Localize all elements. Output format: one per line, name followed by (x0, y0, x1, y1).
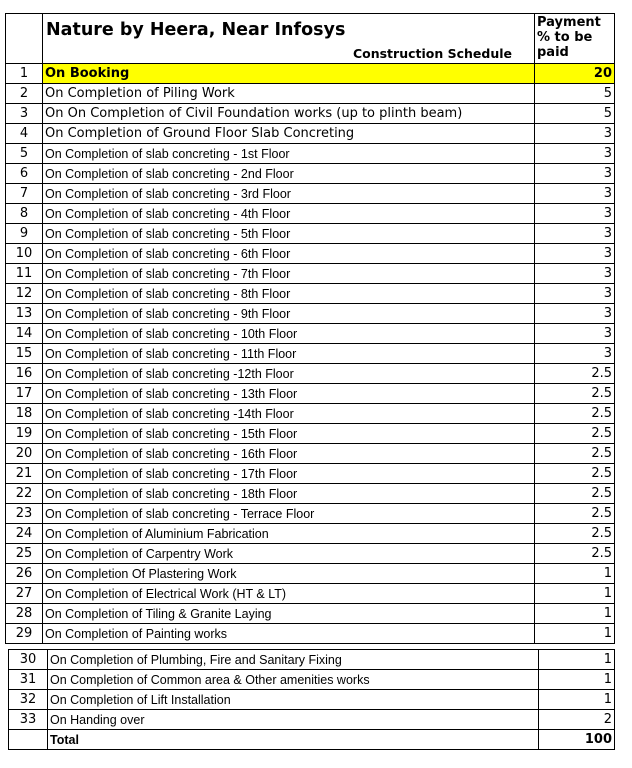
row-payment-value: 2.5 (535, 504, 615, 524)
row-description: On Completion of slab concreting - 9th Floor (43, 304, 535, 324)
row-number: 31 (9, 670, 48, 690)
row-description: On Completion of slab concreting - 3rd Floor (43, 184, 535, 204)
header-blank-cell (6, 14, 43, 64)
row-description: On Booking (43, 64, 535, 84)
row-number: 19 (6, 424, 43, 444)
row-payment-value: 2.5 (535, 524, 615, 544)
row-payment-value: 3 (535, 164, 615, 184)
row-number: 2 (6, 84, 43, 104)
row-number: 6 (6, 164, 43, 184)
row-number: 14 (6, 324, 43, 344)
schedule-table-bottom (8, 649, 615, 750)
row-payment-value: 2.5 (535, 404, 615, 424)
row-number: 4 (6, 124, 43, 144)
row-payment-value: 2.5 (535, 484, 615, 504)
row-description: On Completion of slab concreting -14th Floor (43, 404, 535, 424)
row-description: On Completion of Lift Installation (48, 690, 539, 710)
total-value: 100 (539, 730, 615, 750)
table-row (6, 624, 615, 644)
table-row (6, 284, 615, 304)
row-number: 25 (6, 544, 43, 564)
row-payment-value: 20 (535, 64, 615, 84)
row-description: On Completion of slab concreting - 2nd Floor (43, 164, 535, 184)
table-row (6, 164, 615, 184)
table-row (6, 464, 615, 484)
table-row (6, 604, 615, 624)
table-row (6, 404, 615, 424)
table-row (6, 124, 615, 144)
row-payment-value: 2.5 (535, 384, 615, 404)
row-payment-value: 3 (535, 344, 615, 364)
row-number: 17 (6, 384, 43, 404)
table-row (6, 224, 615, 244)
table-row (6, 244, 615, 264)
table-row (9, 710, 615, 730)
row-description: On Completion of slab concreting - 5th Floor (43, 224, 535, 244)
schedule-subtitle: Construction Schedule (352, 46, 512, 61)
row-payment-value: 3 (535, 224, 615, 244)
table-row (6, 324, 615, 344)
row-payment-value: 5 (535, 84, 615, 104)
header-row (6, 14, 615, 64)
table-row (9, 690, 615, 710)
row-payment-value: 3 (535, 324, 615, 344)
table-row (6, 64, 615, 84)
payment-header-cell (535, 14, 615, 64)
row-payment-value: 3 (535, 204, 615, 224)
row-payment-value: 1 (535, 604, 615, 624)
row-number: 20 (6, 444, 43, 464)
table-row (6, 104, 615, 124)
row-payment-value: 2.5 (535, 544, 615, 564)
row-payment-value: 2.5 (535, 464, 615, 484)
row-number: 10 (6, 244, 43, 264)
row-number: 23 (6, 504, 43, 524)
table-row (6, 184, 615, 204)
row-payment-value: 1 (539, 690, 615, 710)
row-payment-value: 3 (535, 264, 615, 284)
row-payment-value: 1 (535, 564, 615, 584)
row-description: On Completion of slab concreting - 6th Floor (43, 244, 535, 264)
table-row (6, 564, 615, 584)
row-payment-value: 3 (535, 304, 615, 324)
row-number: 1 (6, 64, 43, 84)
row-description: On Completion of Common area & Other amenities works (48, 670, 539, 690)
row-number: 15 (6, 344, 43, 364)
row-number: 22 (6, 484, 43, 504)
row-payment-value: 1 (535, 584, 615, 604)
row-number: 11 (6, 264, 43, 284)
row-number: 29 (6, 624, 43, 644)
row-payment-value: 5 (535, 104, 615, 124)
table-row (6, 584, 615, 604)
total-row (9, 730, 615, 750)
row-number: 13 (6, 304, 43, 324)
row-description: On Completion of slab concreting - 16th Floor (43, 444, 535, 464)
row-payment-value: 2.5 (535, 364, 615, 384)
table-row (6, 544, 615, 564)
row-description: On Completion of Tiling & Granite Laying (43, 604, 535, 624)
row-number: 18 (6, 404, 43, 424)
row-number: 30 (9, 650, 48, 670)
row-number: 3 (6, 104, 43, 124)
row-description: On Completion of slab concreting - 1st Floor (43, 144, 535, 164)
table-row (6, 304, 615, 324)
table-row (6, 444, 615, 464)
row-description: On Completion of slab concreting - 11th Floor (43, 344, 535, 364)
total-label: Total (48, 730, 539, 750)
table-row (6, 504, 615, 524)
row-description: On Completion of slab concreting - 13th Floor (43, 384, 535, 404)
table-row (6, 144, 615, 164)
row-description: On Completion of slab concreting -12th Floor (43, 364, 535, 384)
row-description: On Completion of slab concreting - 8th Floor (43, 284, 535, 304)
row-description: On Completion of Electrical Work (HT & LT) (43, 584, 535, 604)
row-payment-value: 3 (535, 184, 615, 204)
row-payment-value: 1 (535, 624, 615, 644)
row-number: 12 (6, 284, 43, 304)
row-description: On Handing over (48, 710, 539, 730)
row-number: 24 (6, 524, 43, 544)
table-row (9, 650, 615, 670)
row-payment-value: 3 (535, 124, 615, 144)
table-row (6, 384, 615, 404)
row-description: On Completion of slab concreting - 17th Floor (43, 464, 535, 484)
row-description: On Completion of slab concreting - 15th Floor (43, 424, 535, 444)
table-row (6, 344, 615, 364)
schedule-table-main (5, 13, 615, 644)
row-number: 28 (6, 604, 43, 624)
row-payment-value: 2.5 (535, 424, 615, 444)
row-description: On Completion of Carpentry Work (43, 544, 535, 564)
row-number: 7 (6, 184, 43, 204)
table-row (6, 484, 615, 504)
row-number: 16 (6, 364, 43, 384)
row-payment-value: 1 (539, 650, 615, 670)
row-description: On On Completion of Civil Foundation works (up to plinth beam) (43, 104, 535, 124)
row-description: On Completion of Painting works (43, 624, 535, 644)
row-payment-value: 3 (535, 244, 615, 264)
header-title-cell (43, 14, 535, 64)
row-description: On Completion of slab concreting - 18th Floor (43, 484, 535, 504)
row-description: On Completion of Piling Work (43, 84, 535, 104)
row-description: On Completion of Aluminium Fabrication (43, 524, 535, 544)
row-number: 5 (6, 144, 43, 164)
row-payment-value: 3 (535, 144, 615, 164)
page-title: Nature by Heera, Near Infosys (46, 20, 346, 40)
table-row (6, 524, 615, 544)
table-row (6, 264, 615, 284)
row-description: On Completion Of Plastering Work (43, 564, 535, 584)
row-number: 26 (6, 564, 43, 584)
row-payment-value: 2 (539, 710, 615, 730)
payment-column-header: Payment % to be paid (537, 15, 601, 60)
row-payment-value: 3 (535, 284, 615, 304)
row-number: 21 (6, 464, 43, 484)
row-description: On Completion of Plumbing, Fire and Sanitary Fixing (48, 650, 539, 670)
row-description: On Completion of slab concreting - Terrace Floor (43, 504, 535, 524)
row-payment-value: 1 (539, 670, 615, 690)
table-row (6, 204, 615, 224)
table-row (6, 424, 615, 444)
row-payment-value: 2.5 (535, 444, 615, 464)
row-number: 8 (6, 204, 43, 224)
row-description: On Completion of slab concreting - 10th Floor (43, 324, 535, 344)
row-number: 27 (6, 584, 43, 604)
row-number: 9 (6, 224, 43, 244)
total-blank-cell (9, 730, 48, 750)
table-row (9, 670, 615, 690)
row-number: 32 (9, 690, 48, 710)
table-row (6, 364, 615, 384)
row-description: On Completion of slab concreting - 7th Floor (43, 264, 535, 284)
row-description: On Completion of Ground Floor Slab Concreting (43, 124, 535, 144)
table-row (6, 84, 615, 104)
row-description: On Completion of slab concreting - 4th Floor (43, 204, 535, 224)
row-number: 33 (9, 710, 48, 730)
